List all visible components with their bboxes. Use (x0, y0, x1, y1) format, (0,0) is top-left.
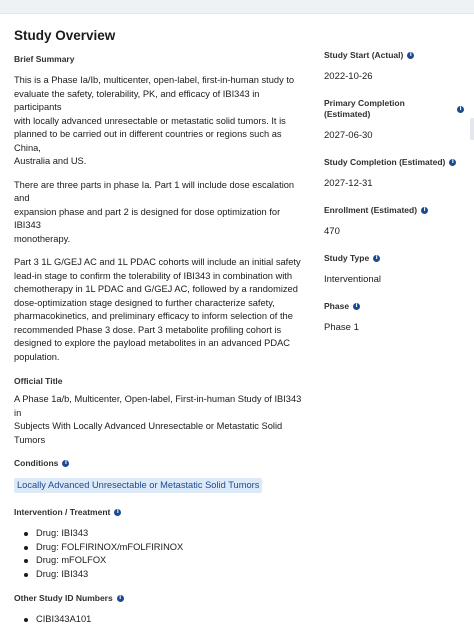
other-ids-list (14, 613, 304, 627)
enrollment-label (324, 205, 464, 216)
summary-line: population. (14, 351, 60, 362)
info-icon[interactable]: i (117, 595, 124, 602)
official-title-line: A Phase 1a/b, Multicenter, Open-label, First-in-human Study of IBI343 in (14, 394, 302, 418)
other-ids-label (14, 593, 304, 604)
official-title-label (14, 376, 304, 387)
brief-summary-label-text: Brief Summary (14, 54, 75, 64)
summary-line: dose-optimization stage designed to further characterize safety, (14, 297, 275, 308)
summary-line: This is a Phase Ia/Ib, multicenter, open-label, first-in-human study to (14, 75, 295, 85)
study-start-label (324, 50, 464, 61)
study-dates-sidebar (324, 50, 464, 334)
study-type-value: Interventional (324, 274, 382, 285)
brief-summary (14, 74, 304, 364)
list-item: Drug: mFOLFOX (14, 554, 304, 568)
intervention-label (14, 507, 304, 518)
info-icon[interactable]: i (449, 159, 456, 166)
summary-line: monotherapy. (14, 233, 71, 244)
phase-label (324, 301, 464, 312)
brief-summary-label (14, 54, 304, 65)
intervention-label-text: Intervention / Treatment (14, 507, 111, 517)
summary-line: There are three parts in phase Ia. Part 1 will include dose escalation and (14, 179, 295, 203)
summary-line: Australia and US. (14, 156, 87, 166)
primary-completion-label-text: Primary Completion (Estimated) (324, 98, 405, 119)
summary-paragraph (14, 179, 304, 247)
summary-line: pharmacokinetics, and preliminary efficacy to inform selection of the (14, 311, 293, 321)
list-item: CIBI343A101 (14, 613, 304, 627)
list-item: Drug: FOLFIRINOX/mFOLFIRINOX (14, 541, 304, 555)
summary-line: planned to be carried out in different countries or regions such as China, (14, 129, 282, 153)
study-start-value: 2022-10-26 (324, 71, 373, 82)
summary-line: with locally advanced unresectable or metastatic solid tumors. It is (14, 115, 286, 126)
intervention-list (14, 527, 304, 581)
summary-line: evaluate the safety, tolerability, PK, and efficacy of IBI343 in participants (14, 88, 260, 112)
conditions-list (14, 475, 304, 493)
list-item: Drug: IBI343 (14, 568, 304, 582)
info-icon[interactable]: i (353, 303, 360, 310)
condition-tag[interactable]: Locally Advanced Unresectable or Metastatic Solid Tumors (14, 478, 262, 493)
study-overview-main (14, 28, 304, 627)
enrollment-value: 470 (324, 226, 340, 237)
summary-line: recommended Phase 3 dose. Part 3 metabolite profiling cohort is (14, 324, 282, 335)
phase-value: Phase 1 (324, 322, 359, 333)
summary-line: lead-in stage to confirm the tolerability of IBI343 in combination with (14, 270, 293, 281)
summary-line: chemotherapy in 1L PDAC and G/GEJ AC, followed by a randomized (14, 284, 298, 294)
info-icon[interactable]: i (114, 509, 121, 516)
list-item: Drug: IBI343 (14, 527, 304, 541)
conditions-label-text: Conditions (14, 458, 59, 468)
official-title-line: Tumors (14, 434, 46, 445)
study-completion-value: 2027-12-31 (324, 178, 373, 189)
study-completion-label-text: Study Completion (Estimated) (324, 157, 446, 167)
official-title-line: Subjects With Locally Advanced Unresectable or Metastatic Solid (14, 421, 283, 431)
primary-completion-label (324, 98, 464, 120)
info-icon[interactable]: i (421, 207, 428, 214)
page-title: Study Overview (14, 28, 116, 43)
info-icon[interactable]: i (373, 255, 380, 262)
enrollment-label-text: Enrollment (Estimated) (324, 205, 418, 215)
summary-line: Part 3 1L G/GEJ AC and 1L PDAC cohorts will include an initial safety (14, 257, 301, 267)
other-ids-label-text: Other Study ID Numbers (14, 593, 113, 603)
official-title-label-text: Official Title (14, 376, 63, 386)
info-icon[interactable]: i (457, 106, 464, 113)
info-icon[interactable]: i (62, 460, 69, 467)
conditions-label (14, 458, 304, 469)
study-type-label (324, 253, 464, 264)
study-start-label-text: Study Start (Actual) (324, 50, 404, 60)
official-title (14, 393, 304, 447)
scroll-edge-tab[interactable] (470, 118, 474, 140)
top-bar (0, 0, 474, 14)
study-completion-label (324, 157, 464, 168)
summary-paragraph (14, 74, 304, 169)
summary-line: expansion phase and part 2 is designed for dose optimization for IBI343 (14, 206, 281, 230)
primary-completion-value: 2027-06-30 (324, 130, 373, 141)
summary-line: designed to explore the payload metabolites in an advanced PDAC (14, 338, 290, 348)
phase-label-text: Phase (324, 301, 350, 311)
study-type-label-text: Study Type (324, 253, 370, 263)
summary-paragraph (14, 256, 304, 364)
info-icon[interactable]: i (407, 52, 414, 59)
